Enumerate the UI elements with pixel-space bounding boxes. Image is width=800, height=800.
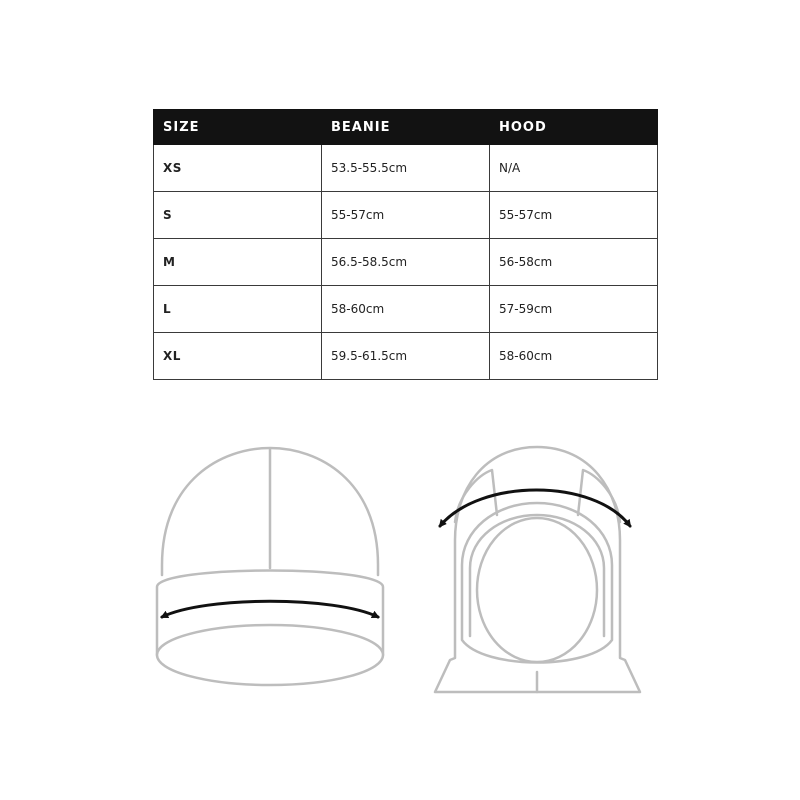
hood-cell: 56-58cm (490, 239, 658, 286)
size-cell: XL (154, 333, 322, 380)
size-cell: M (154, 239, 322, 286)
size-cell: XS (154, 145, 322, 192)
beanie-measurement-icon (157, 448, 383, 685)
beanie-cell: 55-57cm (322, 192, 490, 239)
size-cell: S (154, 192, 322, 239)
header-beanie: BEANIE (322, 110, 490, 145)
beanie-opening (157, 625, 383, 685)
hood-cell: 58-60cm (490, 333, 658, 380)
beanie-cell: 59.5-61.5cm (322, 333, 490, 380)
beanie-cell: 53.5-55.5cm (322, 145, 490, 192)
header-hood: HOOD (490, 110, 658, 145)
beanie-cell: 58-60cm (322, 286, 490, 333)
beanie-cell: 56.5-58.5cm (322, 239, 490, 286)
size-cell: L (154, 286, 322, 333)
header-size: SIZE (154, 110, 322, 145)
hood-cell: 57-59cm (490, 286, 658, 333)
hood-cell: N/A (490, 145, 658, 192)
hood-face (477, 518, 597, 662)
hood-cell: 55-57cm (490, 192, 658, 239)
hood-measurement-icon (435, 447, 640, 692)
